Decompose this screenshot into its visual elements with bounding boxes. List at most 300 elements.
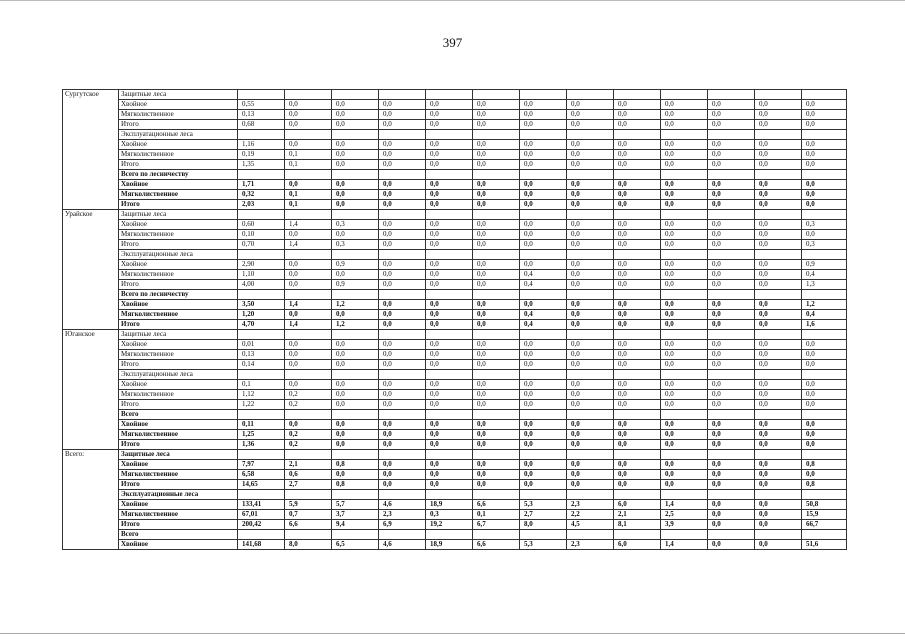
value-cell: 1,36 [238, 440, 285, 450]
value-cell: 0,0 [567, 200, 614, 210]
value-cell: 0,0 [661, 300, 708, 310]
value-cell [520, 130, 567, 140]
value-cell: 6,58 [238, 470, 285, 480]
value-cell: 0,0 [567, 430, 614, 440]
value-cell: 50,8 [802, 500, 847, 510]
table-row [63, 90, 847, 100]
row-label-cell: Хвойное [119, 260, 238, 270]
value-cell [661, 250, 708, 260]
value-cell: 0,0 [708, 220, 755, 230]
value-cell: 6,6 [473, 540, 520, 550]
value-cell [661, 210, 708, 220]
value-cell [285, 530, 332, 540]
value-cell: 0,0 [708, 160, 755, 170]
value-cell: 0,0 [379, 350, 426, 360]
value-cell [802, 330, 847, 340]
value-cell: 0,0 [755, 280, 802, 290]
value-cell [520, 530, 567, 540]
value-cell [567, 250, 614, 260]
value-cell: 0,0 [802, 340, 847, 350]
value-cell: 0,0 [473, 110, 520, 120]
district-name-cell [63, 380, 119, 390]
district-name-cell [63, 470, 119, 480]
value-cell: 0,1 [285, 200, 332, 210]
value-cell: 0,0 [473, 220, 520, 230]
value-cell: 1,16 [238, 140, 285, 150]
value-cell: 0,0 [708, 540, 755, 550]
value-cell: 0,0 [614, 460, 661, 470]
table-row [63, 200, 847, 210]
value-cell: 3,7 [332, 510, 379, 520]
value-cell: 0,0 [614, 480, 661, 490]
value-cell: 0,0 [567, 160, 614, 170]
value-cell: 0,0 [379, 340, 426, 350]
value-cell: 0,0 [379, 190, 426, 200]
value-cell [755, 410, 802, 420]
value-cell [285, 490, 332, 500]
value-cell [755, 250, 802, 260]
value-cell: 0,0 [614, 270, 661, 280]
value-cell: 0,6 [285, 470, 332, 480]
district-name-cell [63, 530, 119, 540]
value-cell: 0,0 [567, 380, 614, 390]
value-cell: 0,0 [379, 420, 426, 430]
table-row [63, 540, 847, 550]
value-cell: 51,6 [802, 540, 847, 550]
value-cell [285, 410, 332, 420]
value-cell: 0,0 [661, 340, 708, 350]
district-name-cell [63, 300, 119, 310]
row-label-cell: Итого [119, 480, 238, 490]
value-cell: 0,0 [708, 480, 755, 490]
value-cell [473, 250, 520, 260]
value-cell: 0,0 [379, 460, 426, 470]
value-cell: 0,0 [802, 380, 847, 390]
value-cell: 0,0 [520, 390, 567, 400]
value-cell [426, 170, 473, 180]
row-label-cell: Хвойное [119, 140, 238, 150]
value-cell: 0,0 [426, 360, 473, 370]
row-label-cell: Итого [119, 520, 238, 530]
value-cell: 14,65 [238, 480, 285, 490]
value-cell: 0,0 [426, 100, 473, 110]
value-cell [614, 130, 661, 140]
row-label-cell: Итого [119, 320, 238, 330]
value-cell: 0,0 [567, 310, 614, 320]
value-cell: 0,0 [802, 430, 847, 440]
value-cell [379, 250, 426, 260]
value-cell: 0,0 [520, 180, 567, 190]
value-cell: 0,0 [520, 440, 567, 450]
row-label-cell: Мягколиственное [119, 150, 238, 160]
value-cell: 0,0 [332, 470, 379, 480]
value-cell: 0,0 [614, 430, 661, 440]
district-name-cell: Юганское [63, 330, 119, 340]
value-cell: 0,8 [332, 460, 379, 470]
value-cell: 0,0 [520, 110, 567, 120]
value-cell: 0,0 [614, 360, 661, 370]
value-cell: 1,4 [285, 320, 332, 330]
value-cell [520, 90, 567, 100]
value-cell: 0,11 [238, 420, 285, 430]
table-row [63, 460, 847, 470]
value-cell: 0,0 [473, 350, 520, 360]
value-cell [426, 250, 473, 260]
value-cell: 0,0 [473, 430, 520, 440]
district-name-cell [63, 320, 119, 330]
table-row [63, 110, 847, 120]
district-name-cell: Сургутское [63, 90, 119, 100]
district-name-cell [63, 200, 119, 210]
value-cell [426, 530, 473, 540]
value-cell: 0,0 [285, 180, 332, 190]
value-cell: 0,0 [708, 200, 755, 210]
value-cell: 0,0 [473, 440, 520, 450]
value-cell: 0,0 [755, 460, 802, 470]
value-cell: 0,0 [379, 310, 426, 320]
value-cell [379, 410, 426, 420]
value-cell: 0,0 [755, 470, 802, 480]
value-cell: 0,0 [614, 300, 661, 310]
district-name-cell [63, 430, 119, 440]
district-name-cell [63, 150, 119, 160]
value-cell [238, 490, 285, 500]
table-row [63, 350, 847, 360]
value-cell: 0,0 [755, 190, 802, 200]
value-cell [473, 330, 520, 340]
value-cell: 0,0 [755, 390, 802, 400]
row-label-cell: Мягколиственное [119, 190, 238, 200]
value-cell [614, 210, 661, 220]
bottom-scan-edge [0, 633, 905, 634]
value-cell: 0,0 [708, 360, 755, 370]
value-cell [379, 290, 426, 300]
value-cell: 0,0 [332, 270, 379, 280]
value-cell: 1,4 [661, 540, 708, 550]
value-cell [238, 290, 285, 300]
value-cell: 6,7 [473, 520, 520, 530]
section-label-cell: Эксплуатационные леса [119, 250, 238, 260]
district-name-cell [63, 290, 119, 300]
value-cell [614, 330, 661, 340]
value-cell: 0,0 [567, 320, 614, 330]
value-cell: 0,0 [567, 150, 614, 160]
value-cell: 0,0 [520, 300, 567, 310]
table-row [63, 210, 847, 220]
value-cell: 0,0 [379, 300, 426, 310]
value-cell: 0,0 [708, 270, 755, 280]
value-cell [332, 130, 379, 140]
value-cell [614, 170, 661, 180]
value-cell: 0,0 [614, 470, 661, 480]
value-cell: 0,0 [755, 260, 802, 270]
value-cell: 0,0 [520, 480, 567, 490]
value-cell: 0,0 [379, 320, 426, 330]
row-label-cell: Итого [119, 440, 238, 450]
value-cell [708, 410, 755, 420]
value-cell: 0,0 [614, 110, 661, 120]
table-row [63, 500, 847, 510]
table-row [63, 320, 847, 330]
value-cell: 0,8 [332, 480, 379, 490]
value-cell: 0,0 [379, 200, 426, 210]
value-cell: 0,0 [802, 230, 847, 240]
value-cell [426, 490, 473, 500]
value-cell: 0,13 [238, 350, 285, 360]
value-cell: 0,9 [332, 280, 379, 290]
value-cell [520, 210, 567, 220]
value-cell: 0,0 [426, 340, 473, 350]
table-row [63, 390, 847, 400]
table-row [63, 380, 847, 390]
value-cell: 0,55 [238, 100, 285, 110]
value-cell: 15,9 [802, 510, 847, 520]
value-cell: 0,13 [238, 110, 285, 120]
table-row [63, 400, 847, 410]
value-cell: 0,0 [285, 140, 332, 150]
table-row [63, 510, 847, 520]
value-cell: 0,0 [802, 190, 847, 200]
table-row [63, 270, 847, 280]
district-name-cell [63, 400, 119, 410]
row-label-cell: Итого [119, 120, 238, 130]
value-cell: 0,60 [238, 220, 285, 230]
district-name-cell [63, 190, 119, 200]
row-label-cell: Хвойное [119, 460, 238, 470]
value-cell: 0,0 [708, 470, 755, 480]
value-cell [379, 130, 426, 140]
value-cell [661, 370, 708, 380]
table-row [63, 280, 847, 290]
value-cell: 0,0 [614, 200, 661, 210]
value-cell: 0,0 [614, 240, 661, 250]
district-name-cell [63, 180, 119, 190]
value-cell: 0,0 [661, 150, 708, 160]
value-cell: 0,0 [755, 340, 802, 350]
value-cell: 0,0 [708, 390, 755, 400]
table-row [63, 180, 847, 190]
value-cell [614, 530, 661, 540]
value-cell: 0,0 [614, 120, 661, 130]
value-cell [802, 530, 847, 540]
value-cell: 0,0 [614, 390, 661, 400]
value-cell: 4,5 [567, 520, 614, 530]
value-cell [708, 130, 755, 140]
value-cell: 0,0 [802, 420, 847, 430]
value-cell [238, 370, 285, 380]
value-cell: 0,0 [614, 320, 661, 330]
value-cell: 0,0 [426, 260, 473, 270]
top-scan-edge [0, 0, 905, 1]
value-cell: 2,1 [614, 510, 661, 520]
value-cell: 0,0 [285, 420, 332, 430]
value-cell: 0,14 [238, 360, 285, 370]
value-cell: 0,0 [708, 120, 755, 130]
value-cell: 0,0 [708, 280, 755, 290]
value-cell [708, 370, 755, 380]
value-cell: 0,0 [567, 360, 614, 370]
value-cell: 0,0 [755, 440, 802, 450]
value-cell: 0,0 [426, 320, 473, 330]
value-cell: 0,0 [708, 510, 755, 520]
value-cell: 0,0 [520, 460, 567, 470]
value-cell: 0,0 [473, 300, 520, 310]
value-cell: 0,0 [426, 300, 473, 310]
value-cell [802, 170, 847, 180]
district-name-cell [63, 280, 119, 290]
value-cell: 0,0 [802, 470, 847, 480]
value-cell [661, 490, 708, 500]
value-cell [802, 90, 847, 100]
value-cell [285, 290, 332, 300]
value-cell: 0,0 [661, 120, 708, 130]
value-cell [520, 250, 567, 260]
value-cell: 8,0 [285, 540, 332, 550]
value-cell [567, 210, 614, 220]
value-cell: 0,0 [567, 260, 614, 270]
value-cell [238, 210, 285, 220]
value-cell: 0,0 [379, 100, 426, 110]
value-cell: 0,0 [426, 230, 473, 240]
row-label-cell: Мягколиственное [119, 470, 238, 480]
district-name-cell [63, 110, 119, 120]
value-cell: 0,0 [332, 340, 379, 350]
value-cell: 0,0 [379, 470, 426, 480]
value-cell: 0,0 [379, 230, 426, 240]
value-cell [473, 210, 520, 220]
value-cell [567, 450, 614, 460]
row-label-cell: Хвойное [119, 340, 238, 350]
value-cell: 0,0 [473, 100, 520, 110]
table-row [63, 360, 847, 370]
value-cell: 0,3 [332, 220, 379, 230]
value-cell [426, 130, 473, 140]
value-cell: 0,3 [426, 510, 473, 520]
value-cell [332, 290, 379, 300]
value-cell: 0,0 [426, 200, 473, 210]
value-cell: 0,0 [661, 400, 708, 410]
value-cell [661, 170, 708, 180]
value-cell: 0,0 [567, 240, 614, 250]
value-cell [567, 90, 614, 100]
value-cell: 0,0 [520, 160, 567, 170]
value-cell: 0,0 [755, 310, 802, 320]
value-cell: 0,1 [238, 380, 285, 390]
value-cell: 0,0 [661, 190, 708, 200]
value-cell: 0,0 [614, 350, 661, 360]
value-cell: 1,2 [332, 300, 379, 310]
value-cell: 4,00 [238, 280, 285, 290]
value-cell [473, 130, 520, 140]
value-cell: 0,0 [567, 280, 614, 290]
value-cell [285, 170, 332, 180]
value-cell: 0,0 [473, 320, 520, 330]
value-cell: 0,0 [755, 300, 802, 310]
district-name-cell [63, 340, 119, 350]
value-cell: 0,0 [426, 150, 473, 160]
value-cell [285, 250, 332, 260]
page-number: 397 [442, 35, 463, 50]
value-cell: 0,0 [708, 230, 755, 240]
district-name-cell [63, 350, 119, 360]
value-cell: 0,0 [520, 380, 567, 390]
district-name-cell [63, 370, 119, 380]
district-name-cell [63, 170, 119, 180]
section-label-cell: Защитные леса [119, 90, 238, 100]
value-cell: 0,0 [614, 440, 661, 450]
value-cell [567, 530, 614, 540]
value-cell [708, 490, 755, 500]
value-cell: 0,2 [285, 400, 332, 410]
value-cell: 0,0 [614, 260, 661, 270]
value-cell: 0,0 [473, 140, 520, 150]
value-cell: 0,0 [473, 180, 520, 190]
value-cell: 0,0 [426, 270, 473, 280]
value-cell [238, 170, 285, 180]
value-cell: 1,2 [332, 320, 379, 330]
value-cell: 6,5 [332, 540, 379, 550]
value-cell: 0,0 [379, 120, 426, 130]
value-cell [520, 370, 567, 380]
value-cell: 0,0 [426, 440, 473, 450]
table-row [63, 240, 847, 250]
value-cell: 19,2 [426, 520, 473, 530]
district-name-cell [63, 270, 119, 280]
value-cell: 0,0 [755, 380, 802, 390]
value-cell: 0,0 [802, 150, 847, 160]
value-cell: 0,0 [708, 180, 755, 190]
value-cell: 0,0 [802, 110, 847, 120]
value-cell: 1,25 [238, 430, 285, 440]
value-cell [520, 170, 567, 180]
table-row [63, 170, 847, 180]
value-cell: 0,0 [661, 420, 708, 430]
value-cell: 1,3 [802, 280, 847, 290]
value-cell: 0,0 [661, 270, 708, 280]
value-cell: 2,7 [285, 480, 332, 490]
value-cell: 0,0 [426, 350, 473, 360]
value-cell: 0,0 [426, 240, 473, 250]
value-cell [285, 130, 332, 140]
value-cell [802, 130, 847, 140]
value-cell: 0,32 [238, 190, 285, 200]
value-cell: 0,0 [661, 350, 708, 360]
value-cell [567, 490, 614, 500]
value-cell [473, 530, 520, 540]
value-cell: 0,0 [661, 460, 708, 470]
value-cell [332, 170, 379, 180]
value-cell: 0,0 [473, 400, 520, 410]
value-cell: 4,6 [379, 540, 426, 550]
row-label-cell: Мягколиственное [119, 270, 238, 280]
value-cell: 0,0 [426, 470, 473, 480]
value-cell: 0,0 [332, 350, 379, 360]
value-cell: 0,0 [661, 390, 708, 400]
value-cell: 0,0 [426, 110, 473, 120]
value-cell [567, 130, 614, 140]
table-row [63, 300, 847, 310]
value-cell: 2,3 [379, 510, 426, 520]
table-row [63, 260, 847, 270]
row-label-cell: Мягколиственное [119, 310, 238, 320]
row-label-cell: Итого [119, 160, 238, 170]
value-cell: 0,0 [661, 140, 708, 150]
value-cell: 0,0 [473, 310, 520, 320]
value-cell [661, 330, 708, 340]
value-cell: 0,0 [661, 200, 708, 210]
row-label-cell: Мягколиственное [119, 510, 238, 520]
value-cell: 0,0 [520, 230, 567, 240]
